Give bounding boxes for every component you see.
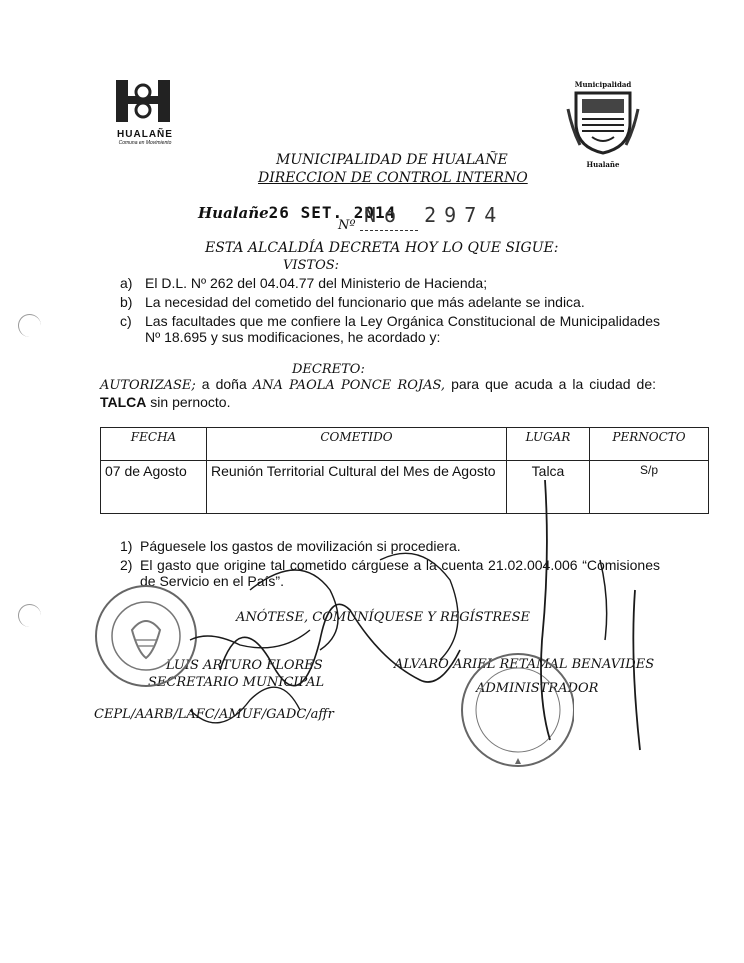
coat-of-arms <box>566 80 640 169</box>
authorization-post: sin pernocto. <box>146 394 231 410</box>
list-item <box>120 294 660 310</box>
shield-icon <box>566 89 640 155</box>
table-cell-fecha: 07 de Agosto <box>101 461 207 514</box>
number-underline <box>360 230 418 231</box>
number-stamp: No 2974 <box>364 203 505 227</box>
list-item <box>120 275 660 291</box>
reference-initials: CEPL/AARB/LAFC/AMUF/GADC/affr <box>94 707 334 722</box>
list-item <box>120 313 660 345</box>
secretary-title: SECRETARIO MUNICIPAL <box>148 675 325 690</box>
list-item-letter: c) <box>120 313 132 329</box>
table-header-pernocto: PERNOCTO <box>590 428 709 461</box>
administrator-name: ALVARO ARIEL RETAMAL BENAVIDES <box>394 657 655 672</box>
document-title: MUNICIPALIDAD DE HUALAÑE <box>276 152 508 168</box>
decree-heading: ESTA ALCALDÍA DECRETA HOY LO QUE SIGUE: <box>205 240 559 256</box>
secretary-name: LUIS ARTURO FLORES <box>166 658 323 673</box>
list-item-letter: b) <box>120 294 133 310</box>
punch-hole <box>18 604 41 627</box>
closing-formula: ANÓTESE, COMUNÍQUESE Y REGÍSTRESE <box>236 610 531 625</box>
list-item-number: 2) <box>120 557 133 573</box>
list-item-letter: a) <box>120 275 133 291</box>
table-cell-pernocto: S/p <box>590 461 709 514</box>
authorization-paragraph <box>100 376 656 410</box>
list-item-text: El gasto que origine tal cometido cárguese a la cuenta 21.02.004.006 “Comisiones de Servicio en el País”. <box>140 557 660 589</box>
list-item-text: El D.L. Nº 262 del 04.04.77 del Ministerio de Hacienda; <box>145 275 488 291</box>
authorization-lead: AUTORIZASE; <box>100 378 196 393</box>
number-label: Nº <box>338 218 356 233</box>
decreto-label: DECRETO: <box>292 362 365 377</box>
coat-of-arms-bottom-label: Hualañe <box>586 160 620 169</box>
place-name: Hualañe <box>198 204 269 222</box>
signature-scribbles-icon <box>180 440 660 760</box>
table-cell-cometido: Reunión Territorial Cultural del Mes de Agosto <box>207 461 507 514</box>
hualane-h-logo-icon <box>100 78 190 124</box>
table-header-cometido: COMETIDO <box>207 428 507 461</box>
logo-subtitle: Comuna en Movimiento <box>118 140 172 146</box>
table-header-fecha: FECHA <box>101 428 207 461</box>
coat-of-arms-top-label: Municipalidad <box>574 80 632 89</box>
list-item-text: La necesidad del cometido del funcionario que más adelante se indica. <box>145 294 585 310</box>
employee-name: ANA PAOLA PONCE ROJAS, <box>252 378 446 393</box>
department-title: DIRECCION DE CONTROL INTERNO <box>258 170 528 186</box>
authorization-pre: a doña <box>195 376 253 392</box>
municipality-logo-left <box>100 78 190 146</box>
table-header-lugar: LUGAR <box>507 428 590 461</box>
vistos-list <box>120 275 660 348</box>
authorization-mid: para que acuda a la ciudad de: <box>445 376 656 392</box>
administrator-title: ADMINISTRADOR <box>476 681 599 696</box>
list-item-text: Las facultades que me confiere la Ley Orgánica Constitucional de Municipalidades Nº 18.695 y sus modificaciones, he acordado y: <box>145 313 660 345</box>
punch-hole <box>18 314 41 337</box>
list-item-number: 1) <box>120 538 133 554</box>
logo-tagline: HUALAÑE <box>117 129 173 140</box>
list-item-text: Páguesele los gastos de movilización si procediera. <box>140 538 461 554</box>
destination-city: TALCA <box>100 394 147 410</box>
vistos-label: VISTOS: <box>283 258 340 273</box>
table-cell-lugar: Talca <box>507 461 590 514</box>
date-stamp: 26 SET. 2014 <box>268 203 397 222</box>
